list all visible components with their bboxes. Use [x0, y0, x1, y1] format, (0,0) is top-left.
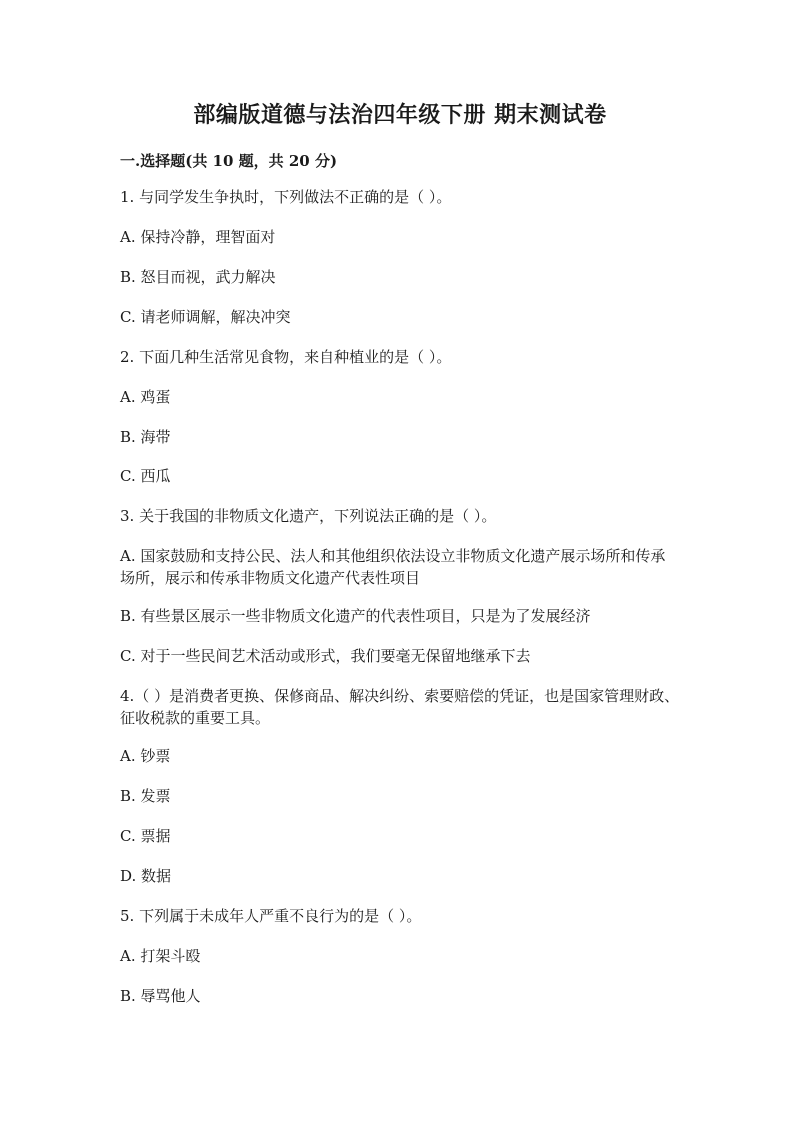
answer-option: C. 票据 — [120, 827, 171, 845]
answer-option: C. 请老师调解，解决冲突 — [120, 308, 291, 326]
answer-option: A. 钞票 — [120, 747, 171, 765]
answer-option: C. 对于一些民间艺术活动或形式，我们要毫无保留地继承下去 — [120, 647, 531, 665]
question-stem: 1. 与同学发生争执时，下列做法不正确的是（ ）。 — [120, 188, 452, 206]
answer-option: B. 发票 — [120, 787, 171, 805]
question-stem: 3. 关于我国的非物质文化遗产，下列说法正确的是（ ）。 — [120, 507, 497, 525]
answer-option: A. 打架斗殴 — [120, 947, 201, 965]
answer-option: D. 数据 — [120, 867, 172, 885]
question-stem: 5. 下列属于未成年人严重不良行为的是（ ）。 — [120, 907, 422, 925]
answer-option: B. 海带 — [120, 428, 171, 446]
answer-option: B. 辱骂他人 — [120, 987, 201, 1005]
answer-option: A. 鸡蛋 — [120, 388, 171, 406]
answer-option: A. 保持冷静，理智面对 — [120, 228, 276, 246]
answer-option: A. 国家鼓励和支持公民、法人和其他组织依法设立非物质文化遗产展示场所和传承场所，展示和传承非物质文化遗产代表性项目 — [120, 547, 666, 587]
page-title: 部编版道德与法治四年级下册 期末测试卷 — [193, 102, 607, 128]
answer-option: C. 西瓜 — [120, 467, 171, 485]
answer-option: B. 有些景区展示一些非物质文化遗产的代表性项目，只是为了发展经济 — [120, 607, 591, 625]
question-stem: 4.（ ）是消费者更换、保修商品、解决纠纷、索要赔偿的凭证，也是国家管理财政、征收税款的重要工具。 — [120, 687, 680, 727]
answer-option: B. 怒目而视，武力解决 — [120, 268, 276, 286]
section-heading: 一.选择题(共 10 题，共 20 分) — [120, 152, 338, 170]
question-stem: 2. 下面几种生活常见食物，来自种植业的是（ ）。 — [120, 348, 452, 366]
